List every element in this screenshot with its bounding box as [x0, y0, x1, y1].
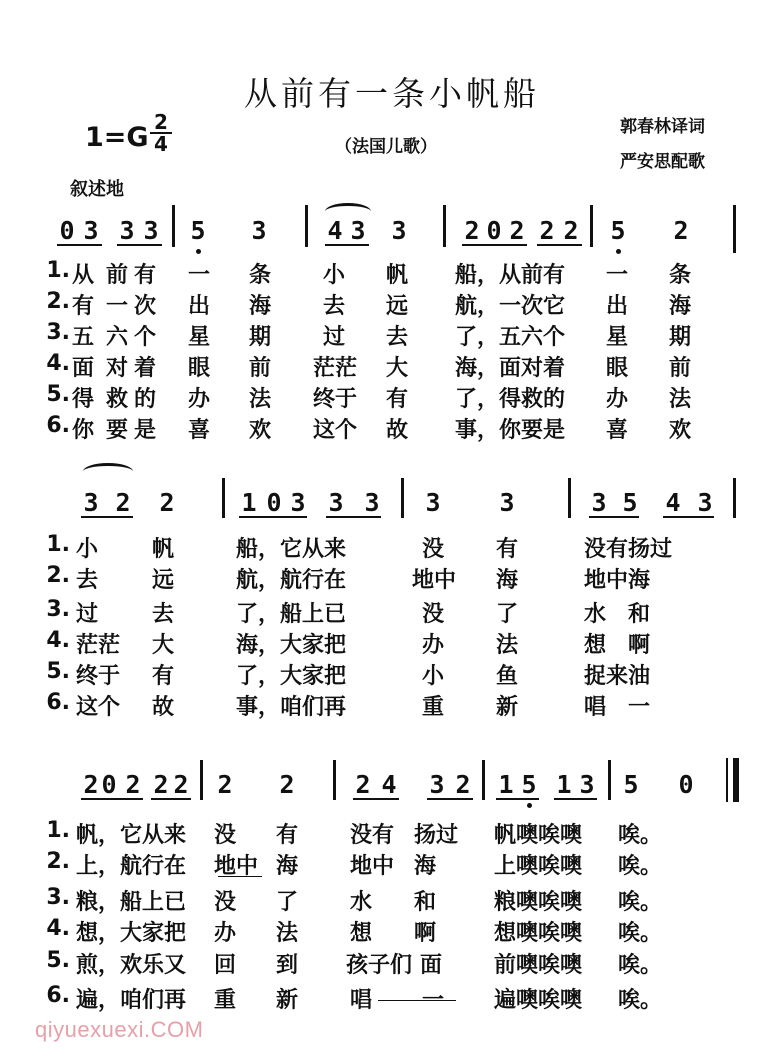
underline-beam — [537, 244, 582, 246]
lyric-syllable: 你 — [72, 418, 95, 443]
lyric-syllable: 唉。 — [618, 988, 663, 1013]
lyric-syllable: 条 — [249, 263, 272, 288]
final-barline-thick — [733, 758, 739, 802]
note: 3 — [364, 488, 380, 517]
lyric-syllable: 得 — [72, 387, 95, 412]
barline — [172, 205, 175, 247]
lyric-syllable: 遍噢唉噢 — [494, 988, 583, 1013]
verse-number: 2. — [46, 849, 70, 874]
lyric-syllable: 法 — [669, 387, 692, 412]
note: 3 — [143, 216, 159, 245]
lyric-syllable: 办 — [188, 387, 211, 412]
underline-beam — [81, 798, 143, 800]
lyric-syllable: 想 啊 — [584, 633, 651, 658]
lyric-syllable: 喜 — [188, 418, 211, 443]
lyric-syllable: 海，大家把 — [236, 633, 347, 658]
underline-beam — [663, 516, 714, 518]
verse-number: 3. — [46, 885, 70, 910]
lyric-syllable: 星 — [188, 325, 211, 350]
lyric-syllable: 法 — [496, 633, 519, 658]
lyric-syllable: 星 — [606, 325, 629, 350]
verse-number: 2. — [46, 289, 70, 314]
lyric-syllable: 一 — [106, 294, 129, 319]
note: 2 — [539, 216, 555, 245]
lyric-syllable: 要 — [106, 418, 129, 443]
lyric-syllable: 喜 — [606, 418, 629, 443]
lyric-syllable: 海 — [249, 294, 272, 319]
lyric-syllable: 欢 — [669, 418, 692, 443]
lyric-syllable: 了，船上已 — [236, 602, 347, 627]
note: 2 — [125, 770, 141, 799]
note: 1 — [556, 770, 572, 799]
lyric-syllable: 地中 — [214, 854, 259, 879]
lyric-syllable: 眼 — [188, 356, 211, 381]
verse-number: 4. — [46, 916, 70, 941]
lyric-syllable: 欢 — [249, 418, 272, 443]
lyric-syllable: 办 — [214, 921, 237, 946]
verse-number: 6. — [46, 983, 70, 1008]
lyric-syllable: 面 — [72, 356, 95, 381]
lyric-syllable: 大 — [152, 633, 175, 658]
lyric-syllable: 没有 — [350, 823, 395, 848]
lyric-syllable: 了 — [496, 602, 519, 627]
lyric-syllable: 一 — [422, 988, 445, 1013]
lyric-syllable: 唉。 — [618, 823, 663, 848]
lyric-syllable: 出 — [188, 294, 211, 319]
note: 3 — [579, 770, 595, 799]
lyric-syllable: 前 — [249, 356, 272, 381]
lyric-syllable: 六 — [106, 325, 129, 350]
lyric-syllable: 没 — [422, 602, 445, 627]
lyric-syllable: 到 — [276, 953, 299, 978]
note: 2 — [217, 770, 233, 799]
lyric-syllable: 次 — [134, 294, 157, 319]
lyric-syllable: 水 和 — [584, 602, 651, 627]
lyric-syllable: 唉。 — [618, 890, 663, 915]
lyric-syllable: 过 — [76, 602, 99, 627]
barline — [733, 205, 736, 253]
song-title: 从前有一条小帆船 — [244, 74, 540, 113]
underline-beam — [239, 516, 307, 518]
lyric-syllable: 新 — [276, 988, 299, 1013]
barline — [222, 478, 225, 518]
verse-number: 1. — [46, 818, 70, 843]
lyric-syllable: 办 — [422, 633, 445, 658]
barline — [482, 760, 485, 800]
verse-number: 6. — [46, 690, 70, 715]
underline-beam — [496, 798, 539, 800]
underline-beam — [151, 798, 191, 800]
barline — [305, 205, 308, 247]
note: 5 — [610, 216, 626, 245]
lyric-syllable: 五 — [72, 325, 95, 350]
verse-number: 4. — [46, 628, 70, 653]
lyric-syllable: 故 — [386, 418, 409, 443]
lyric-syllable: 出 — [606, 294, 629, 319]
lyric-syllable: 是 — [134, 418, 157, 443]
note: 5 — [190, 216, 206, 245]
lyric-syllable: 茫茫 — [76, 633, 121, 658]
note: 3 — [391, 216, 407, 245]
note: 2 — [563, 216, 579, 245]
song-subtitle: （法国儿歌） — [335, 137, 437, 157]
note: 0 — [59, 216, 75, 245]
lyric-syllable: 了，大家把 — [236, 664, 347, 689]
tempo-marking: 叙述地 — [70, 179, 124, 200]
lyric-syllable: 帆 — [386, 263, 409, 288]
tie-slur — [83, 463, 133, 480]
lyric-syllable: 这个 — [76, 695, 121, 720]
lyric-syllable: 唱 — [350, 988, 373, 1013]
lyric-syllable: 的 — [134, 387, 157, 412]
octave-dot — [527, 803, 532, 808]
lyric-syllable: 孩子们 — [346, 953, 413, 978]
lyric-syllable: 没有扬过 — [584, 537, 673, 562]
underline-beam — [353, 798, 399, 800]
lyric-syllable: 一 — [606, 263, 629, 288]
lyric-syllable: 有 — [276, 823, 299, 848]
lyric-syllable: 终于 — [313, 387, 358, 412]
lyric-syllable: 捉来油 — [584, 664, 651, 689]
lyric-syllable: 重 — [214, 988, 237, 1013]
lyric-syllable: 了 — [276, 890, 299, 915]
note: 2 — [153, 770, 169, 799]
lyric-syllable: 想，大家把 — [76, 921, 187, 946]
lyric-syllable: 故 — [152, 695, 175, 720]
lyric-syllable: 眼 — [606, 356, 629, 381]
note: 3 — [425, 488, 441, 517]
lyric-syllable: 上，航行在 — [76, 854, 187, 879]
lyric-syllable: 水 — [350, 890, 373, 915]
lyric-syllable: 粮，船上已 — [76, 890, 187, 915]
lyricist-credit: 郭春林译词 — [620, 117, 705, 137]
lyric-syllable: 帆 — [152, 537, 175, 562]
note: 3 — [328, 488, 344, 517]
lyric-syllable: 过 — [323, 325, 346, 350]
lyric-syllable: 航，一次它 — [455, 294, 566, 319]
note: 3 — [350, 216, 366, 245]
lyric-syllable: 帆，它从来 — [76, 823, 187, 848]
note: 1 — [241, 488, 257, 517]
lyric-syllable: 唉。 — [618, 854, 663, 879]
lyric-syllable: 想 — [350, 921, 373, 946]
lyric-syllable: 海，面对着 — [455, 356, 566, 381]
note: 3 — [119, 216, 135, 245]
lyric-syllable: 从 — [72, 263, 95, 288]
note: 0 — [101, 770, 117, 799]
lyric-syllable: 海 — [414, 854, 437, 879]
note: 5 — [521, 770, 537, 799]
lyric-syllable: 航，航行在 — [236, 568, 347, 593]
lyric-syllable: 了，五六个 — [455, 325, 566, 350]
note: 3 — [499, 488, 515, 517]
lyric-syllable: 地中海 — [584, 568, 651, 593]
lyric-syllable: 前 — [106, 263, 129, 288]
note: 3 — [251, 216, 267, 245]
octave-dot — [616, 249, 621, 254]
lyric-syllable: 小 — [76, 537, 99, 562]
underline-beam — [81, 516, 133, 518]
arranger-credit: 严安思配歌 — [620, 152, 705, 172]
barline — [733, 478, 736, 518]
underline-beam — [427, 798, 473, 800]
lyric-syllable: 期 — [669, 325, 692, 350]
note: 3 — [429, 770, 445, 799]
lyric-syllable: 重 — [422, 695, 445, 720]
melisma-line — [218, 876, 262, 877]
lyric-syllable: 唱 一 — [584, 695, 651, 720]
underline-beam — [554, 798, 597, 800]
melisma-line — [378, 1000, 456, 1001]
lyric-syllable: 鱼 — [496, 664, 519, 689]
lyric-syllable: 帆噢唉噢 — [494, 823, 583, 848]
lyric-syllable: 个 — [134, 325, 157, 350]
lyric-syllable: 海 — [276, 854, 299, 879]
underline-beam — [117, 244, 162, 246]
lyric-syllable: 茫茫 — [313, 356, 358, 381]
lyric-syllable: 着 — [134, 356, 157, 381]
barline — [333, 760, 336, 800]
note: 3 — [83, 216, 99, 245]
underline-beam — [589, 516, 639, 518]
lyric-syllable: 啊 — [414, 921, 437, 946]
verse-number: 2. — [46, 563, 70, 588]
underline-beam — [462, 244, 527, 246]
lyric-syllable: 小 — [323, 263, 346, 288]
lyric-syllable: 海 — [669, 294, 692, 319]
lyric-syllable: 去 — [76, 568, 99, 593]
note: 4 — [665, 488, 681, 517]
underline-beam — [325, 244, 369, 246]
lyric-syllable: 海 — [496, 568, 519, 593]
lyric-syllable: 有 — [496, 537, 519, 562]
lyric-syllable: 条 — [669, 263, 692, 288]
lyric-syllable: 前 — [669, 356, 692, 381]
note: 0 — [266, 488, 282, 517]
site-watermark: qiyuexuexi.COM — [35, 1017, 204, 1042]
lyric-syllable: 法 — [249, 387, 272, 412]
lyric-syllable: 终于 — [76, 664, 121, 689]
lyric-syllable: 办 — [606, 387, 629, 412]
tie-slur — [325, 203, 371, 220]
lyric-syllable: 唉。 — [618, 921, 663, 946]
lyric-syllable: 上噢唉噢 — [494, 854, 583, 879]
lyric-syllable: 回 — [214, 953, 237, 978]
barline — [401, 478, 404, 518]
lyric-syllable: 这个 — [313, 418, 358, 443]
lyric-syllable: 有 — [386, 387, 409, 412]
underline-beam — [326, 516, 381, 518]
key-signature: 1=G — [85, 122, 149, 153]
note: 2 — [673, 216, 689, 245]
note: 2 — [83, 770, 99, 799]
lyric-syllable: 大 — [386, 356, 409, 381]
note: 3 — [290, 488, 306, 517]
barline — [200, 760, 203, 800]
lyric-syllable: 事，你要是 — [455, 418, 566, 443]
lyric-syllable: 有 — [72, 294, 95, 319]
lyric-syllable: 和 — [414, 890, 437, 915]
lyric-syllable: 远 — [152, 568, 175, 593]
note: 2 — [464, 216, 480, 245]
lyric-syllable: 小 — [422, 664, 445, 689]
underline-beam — [57, 244, 102, 246]
note: 3 — [697, 488, 713, 517]
note: 2 — [509, 216, 525, 245]
verse-number: 5. — [46, 382, 70, 407]
lyric-syllable: 粮噢唉噢 — [494, 890, 583, 915]
lyric-syllable: 期 — [249, 325, 272, 350]
lyric-syllable: 地中 — [412, 568, 457, 593]
note: 5 — [623, 770, 639, 799]
note: 2 — [355, 770, 371, 799]
lyric-syllable: 有 — [134, 263, 157, 288]
lyric-syllable: 法 — [276, 921, 299, 946]
lyric-syllable: 远 — [386, 294, 409, 319]
lyric-syllable: 遍，咱们再 — [76, 988, 187, 1013]
note: 5 — [622, 488, 638, 517]
note: 0 — [486, 216, 502, 245]
lyric-syllable: 想噢唉噢 — [494, 921, 583, 946]
lyric-syllable: 地中 — [350, 854, 395, 879]
note: 3 — [591, 488, 607, 517]
time-signature-top: 2 — [150, 112, 172, 134]
lyric-syllable: 扬过 — [414, 823, 459, 848]
lyric-syllable: 对 — [106, 356, 129, 381]
verse-number: 5. — [46, 659, 70, 684]
lyric-syllable: 面 — [420, 953, 443, 978]
barline — [590, 205, 593, 247]
lyric-syllable: 船，从前有 — [455, 263, 566, 288]
note: 2 — [279, 770, 295, 799]
verse-number: 4. — [46, 351, 70, 376]
octave-dot — [196, 249, 201, 254]
lyric-syllable: 去 — [323, 294, 346, 319]
verse-number: 3. — [46, 597, 70, 622]
lyric-syllable: 前噢唉噢 — [494, 953, 583, 978]
note: 0 — [678, 770, 694, 799]
verse-number: 1. — [46, 258, 70, 283]
lyric-syllable: 救 — [106, 387, 129, 412]
time-signature-bottom: 4 — [154, 132, 168, 156]
note: 1 — [498, 770, 514, 799]
note: 2 — [173, 770, 189, 799]
verse-number: 3. — [46, 320, 70, 345]
time-signature — [150, 112, 172, 154]
note: 2 — [455, 770, 471, 799]
lyric-syllable: 一 — [188, 263, 211, 288]
note: 4 — [381, 770, 397, 799]
barline — [608, 760, 611, 800]
note: 4 — [327, 216, 343, 245]
verse-number: 6. — [46, 413, 70, 438]
lyric-syllable: 没 — [214, 823, 237, 848]
verse-number: 1. — [46, 532, 70, 557]
lyric-syllable: 事，咱们再 — [236, 695, 347, 720]
lyric-syllable: 了，得救的 — [455, 387, 566, 412]
lyric-syllable: 船，它从来 — [236, 537, 347, 562]
barline — [568, 478, 571, 518]
lyric-syllable: 新 — [496, 695, 519, 720]
note: 2 — [159, 488, 175, 517]
lyric-syllable: 没 — [422, 537, 445, 562]
note: 2 — [115, 488, 131, 517]
lyric-syllable: 煎，欢乐又 — [76, 953, 187, 978]
lyric-syllable: 没 — [214, 890, 237, 915]
lyric-syllable: 有 — [152, 664, 175, 689]
lyric-syllable: 去 — [386, 325, 409, 350]
note: 3 — [83, 488, 99, 517]
barline — [443, 205, 446, 247]
verse-number: 5. — [46, 948, 70, 973]
final-barline-thin — [726, 758, 728, 802]
lyric-syllable: 唉。 — [618, 953, 663, 978]
lyric-syllable: 去 — [152, 602, 175, 627]
